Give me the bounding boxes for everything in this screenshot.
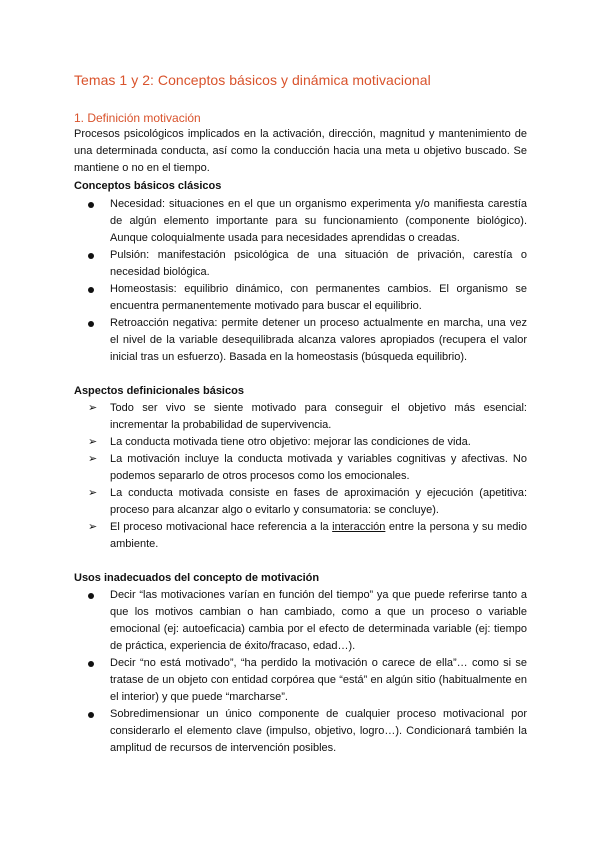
list-item: ➢ Todo ser vivo se siente motivado para conseguir el objetivo más esencial: incrementar la probabilidad de supervivencia.	[88, 402, 527, 431]
usos-list	[74, 587, 527, 757]
section-heading-definicion: 1. Definición motivación	[74, 111, 201, 125]
bullet-icon	[88, 321, 94, 327]
arrow-bullet-icon: ➢	[88, 436, 98, 448]
arrow-bullet-icon: ➢	[88, 521, 98, 533]
section-definicion	[74, 111, 527, 125]
arrow-bullet-icon: ➢	[88, 402, 98, 414]
list-item: Retroacción negativa: permite detener un proceso actualmente en marcha, una vez el nivel de la variable desequilibrada alcanza valores apropiados (recupera el valor inicial tras un esfuerzo). Basada en la homeostasis (búsqueda equilibrio).	[74, 315, 527, 366]
underlined-term: interacción	[332, 521, 386, 533]
list-item: ➢ La conducta motivada consiste en fases de aproximación y ejecución (apetitiva: proceso para alcanzar algo o evitarlo y consumatoria: se concluye).	[88, 487, 527, 516]
list-item: ➢ La motivación incluye la conducta motivada y variables cognitivas y afectivas. No podemos separarlo de otros procesos como los emocionales.	[88, 453, 527, 482]
bullet-icon	[88, 661, 94, 667]
aspectos-list	[74, 400, 527, 553]
bullet-icon	[88, 712, 94, 718]
list-item: ➢ La conducta motivada tiene otro objetivo: mejorar las condiciones de vida.	[74, 434, 527, 451]
bullet-icon	[88, 593, 94, 599]
arrow-bullet-icon: ➢	[88, 453, 98, 465]
arrow-bullet-icon: ➢	[88, 487, 98, 499]
definition-paragraph: Procesos psicológicos implicados en la activación, dirección, magnitud y mantenimiento de una determinada conducta, así como la conducción hacia una meta u objetivo buscado. Se mantiene o no en el tiempo.	[74, 128, 527, 174]
list-item: Decir “las motivaciones varían en función del tiempo” ya que puede referirse tanto a que los motivos cambian o han cambiado, como a que un proceso o variable emocional (ej: autoeficacia) cambia por el efecto de determinada variable (ej: tiempo de práctica, experiencia de éxito/fracaso, edad…).	[74, 587, 527, 655]
list-item: Homeostasis: equilibrio dinámico, con permanentes cambios. El organismo se encuentra permanentemente motivado para buscar el equilibrio.	[74, 281, 527, 315]
conceptos-list	[74, 196, 527, 366]
list-item: Pulsión: manifestación psicológica de una situación de privación, carestía o necesidad biológica.	[74, 247, 527, 281]
subheading-aspectos-definicionales: Aspectos definicionales básicos	[74, 385, 244, 397]
list-item: ➢ El proceso motivacional hace referencia a la interacción entre la persona y su medio ambiente.	[88, 521, 527, 550]
subheading-usos-inadecuados: Usos inadecuados del concepto de motivación	[74, 572, 320, 584]
page-title: Temas 1 y 2: Conceptos básicos y dinámica motivacional	[74, 72, 431, 88]
list-item: Necesidad: situaciones en el que un organismo experimenta y/o manifiesta carestía de algún elemento importante para su funcionamiento (componente biológico). Aunque coloquialmente usada para necesidades aprendidas o creadas.	[74, 196, 527, 247]
list-item: Sobredimensionar un único componente de cualquier proceso motivacional por considerarlo el elemento clave (impulso, objetivo, logro…). Condicionará también la amplitud de recursos de intervención posibles.	[74, 706, 527, 757]
list-item: Decir “no está motivado”, “ha perdido la motivación o carece de ella”… como si se tratase de un objeto con entidad corpórea que “está” en algún sitio (habitualmente en el interior) y que puede “marcharse”.	[74, 655, 527, 706]
bullet-icon	[88, 287, 94, 293]
subheading-conceptos-basicos: Conceptos básicos clásicos	[74, 180, 222, 192]
bullet-icon	[88, 202, 94, 208]
bullet-icon	[88, 253, 94, 259]
